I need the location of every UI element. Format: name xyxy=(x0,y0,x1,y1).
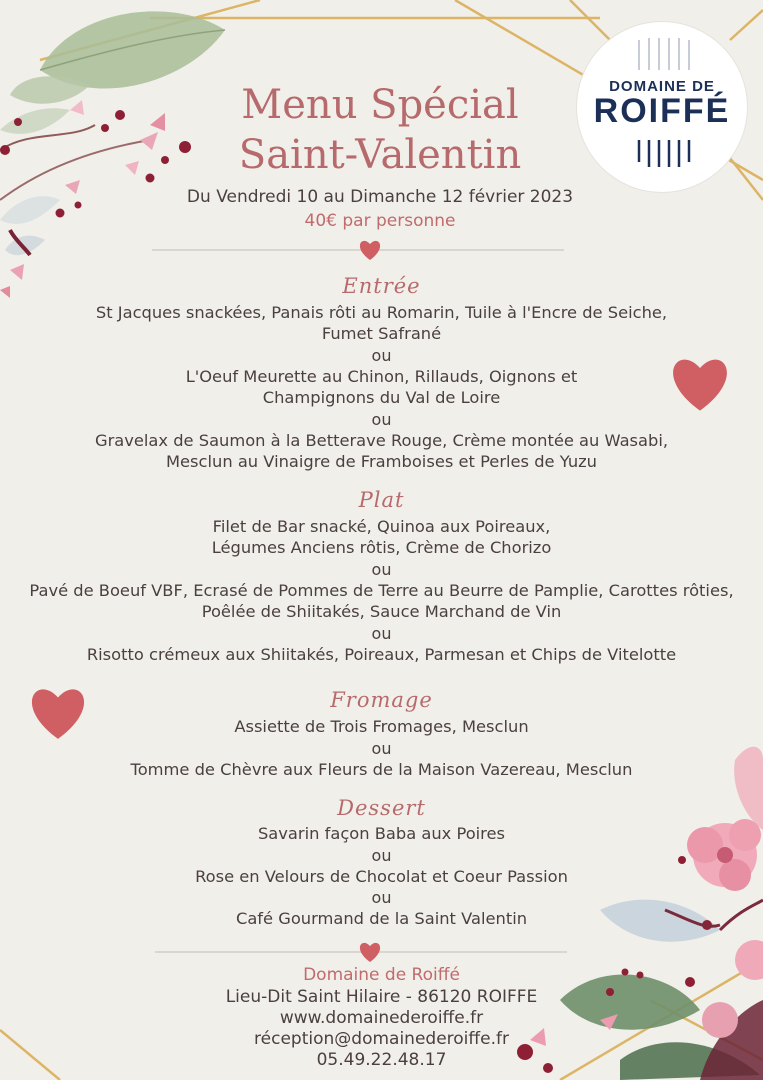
domaine-logo xyxy=(577,22,747,192)
menu-line: Champignons du Val de Loire xyxy=(262,388,501,407)
footer-address: Lieu-Dit Saint Hilaire - 86120 ROIFFE xyxy=(225,987,538,1007)
separator-ou: ou xyxy=(371,846,392,865)
separator-ou: ou xyxy=(371,739,392,758)
footer-phone[interactable]: 05.49.22.48.17 xyxy=(316,1050,447,1070)
section-title-plat: Plat xyxy=(358,488,405,512)
separator-ou: ou xyxy=(371,346,392,365)
menu-price: 40€ par personne xyxy=(304,211,456,231)
menu-line: Mesclun au Vinaigre de Framboises et Perles de Yuzu xyxy=(165,452,597,471)
menu-line: Pavé de Boeuf VBF, Ecrasé de Pommes de Terre au Beurre de Pamplie, Carottes rôties, xyxy=(29,581,734,600)
menu-line: Assiette de Trois Fromages, Mesclun xyxy=(234,717,529,736)
menu-dates: Du Vendredi 10 au Dimanche 12 février 2023 xyxy=(186,187,574,207)
section-title-dessert: Dessert xyxy=(337,796,426,820)
separator-ou: ou xyxy=(371,410,392,429)
menu-line: Café Gourmand de la Saint Valentin xyxy=(235,909,528,928)
menu-line: Poêlée de Shiitakés, Sauce Marchand de Vin xyxy=(201,602,562,621)
footer-name: Domaine de Roiffé xyxy=(303,965,460,985)
heart-icon xyxy=(358,239,382,261)
menu-line: Légumes Anciens rôtis, Crème de Chorizo xyxy=(211,538,552,557)
separator-ou: ou xyxy=(371,560,392,579)
menu-line: Gravelax de Saumon à la Betterave Rouge, Crème montée au Wasabi, xyxy=(94,431,669,450)
menu-line: Filet de Bar snacké, Quinoa aux Poireaux, xyxy=(212,517,551,536)
menu-line: Rose en Velours de Chocolat et Coeur Passion xyxy=(195,867,568,886)
menu-title-line1: Menu Spécial xyxy=(241,82,519,128)
menu-title-line2: Saint-Valentin xyxy=(238,132,522,178)
menu-line: Risotto crémeux aux Shiitakés, Poireaux, Parmesan et Chips de Vitelotte xyxy=(86,645,677,664)
separator-ou: ou xyxy=(371,624,392,643)
footer-email[interactable]: réception@domainederoiffe.fr xyxy=(254,1029,509,1049)
footer-website[interactable]: www.domainederoiffe.fr xyxy=(279,1008,484,1028)
menu-line: St Jacques snackées, Panais rôti au Romarin, Tuile à l'Encre de Seiche, xyxy=(95,303,668,322)
heart-icon xyxy=(358,941,382,963)
menu-line: Tomme de Chèvre aux Fleurs de la Maison Vazereau, Mesclun xyxy=(130,760,633,779)
menu-line: Fumet Safrané xyxy=(321,324,442,343)
logo-line2: ROIFFÉ xyxy=(593,92,731,130)
section-title-fromage: Fromage xyxy=(330,688,433,712)
separator-ou: ou xyxy=(371,888,392,907)
logo-line1: DOMAINE DE xyxy=(609,78,715,95)
section-title-entree: Entrée xyxy=(342,274,421,298)
menu-line: L'Oeuf Meurette au Chinon, Rillauds, Oignons et xyxy=(185,367,578,386)
menu-line: Savarin façon Baba aux Poires xyxy=(257,824,506,843)
